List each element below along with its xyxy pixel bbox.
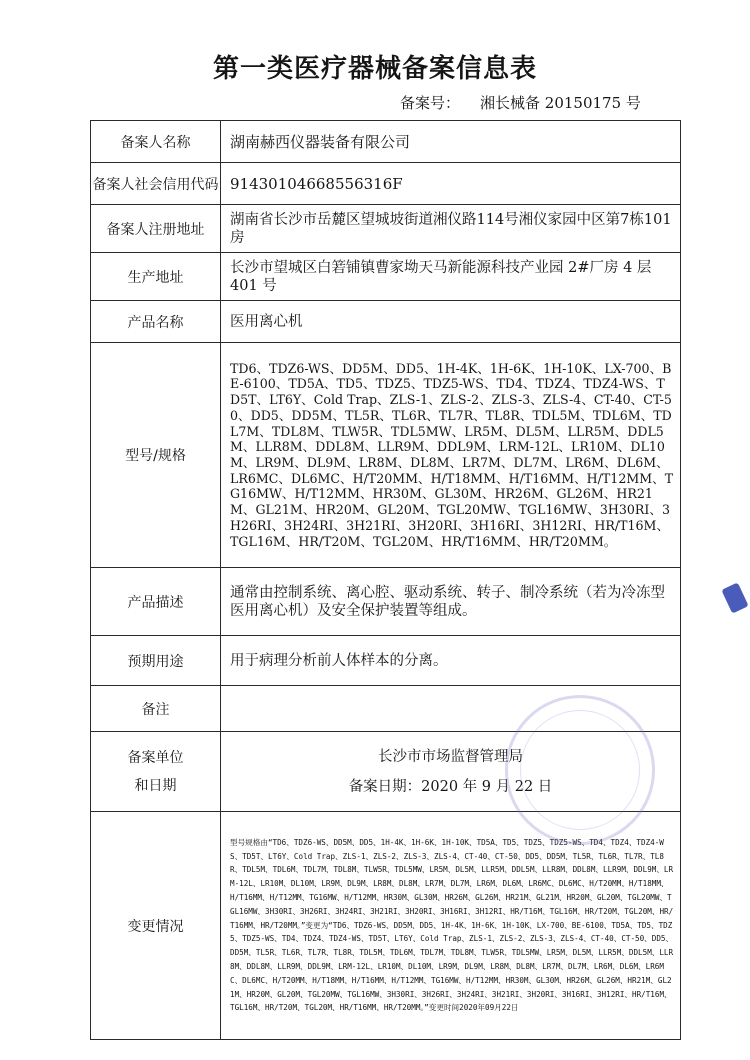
record-number-label: 备案号： bbox=[400, 94, 461, 112]
table-row bbox=[91, 121, 681, 163]
filing-date: 备案日期：2020 年 9 月 22 日 bbox=[348, 778, 553, 795]
remarks-label: 备注 bbox=[91, 686, 221, 732]
table-row bbox=[91, 686, 681, 732]
registered-address-value: 湖南省长沙市岳麓区望城坡街道湘仪路114号湘仪家园中区第7栋101房 bbox=[221, 205, 681, 253]
record-number-value: 湘长械备 20150175 号 bbox=[480, 94, 641, 112]
table-row bbox=[91, 732, 681, 812]
changes-value: 型号规格由“TD6、TDZ6-WS、DD5M、DD5、1H-4K、1H-6K、1H-10K、TD5A、TD5、TDZ5、TDZ5-WS、TD4、TDZ4、TDZ4-WS、TD5T、LT6Y、Cold Trap、ZLS-1、ZLS-2、ZLS-3、ZLS-4、CT-40、CT-50、DD5、DD5M、TL5R、TL6R、TL7R、TL8R、TDL5M、TDL6M、TDL7M、TDL8M、TLW5R、TDL5MW、LR5M、DL5M、LLR5M、DDL5M、LLR8M、DDL8M、LLR9M、DDL9M、LRM-12L、LR10M、DL10M、LR9M、DL9M、LR8M、DL8M、LR7M、DL7M、LR6M、DL6M、LR6MC、DL6MC、H/T20MM、H/T18MM、H/T16MM、H/T12MM、TG16MW、H/T12MM、HR30M、GL30M、HR26M、GL26M、HR21M、GL21M、HR20M、GL20M、TGL20MW、TGL16MW、3H30RI、3H26RI、3H24RI、3H21RI、3H20RI、3H16RI、3H12RI、HR/T16M、TGL16M、HR/T20M、TGL20M、HR/T16MM、HR/T20MM。”变更为“TD6、TDZ6-WS、DD5M、DD5、1H-4K、1H-6K、1H-10K、LX-700、BE-6100、TD5A、TD5、TDZ5、TDZ5-WS、TD4、TDZ4、TDZ4-WS、TD5T、LT6Y、Cold Trap、ZLS-1、ZLS-2、ZLS-3、ZLS-4、CT-40、CT-50、DD5、DD5M、TL5R、TL6R、TL7R、TL8R、TDL5M、TDL6M、TDL7M、TDL8M、TLW5R、TDL5MW、LR5M、DL5M、LLR5M、DDL5M、LLR8M、DDL8M、LLR9M、DDL9M、LRM-12L、LR10M、DL10M、LR9M、DL9M、LR8M、DL8M、LR7M、DL7M、LR6M、DL6M、LR6MC、DL6MC、H/T20MM、H/T18MM、H/T16MM、H/T12MM、TG16MW、H/T12MM、HR30M、GL30M、HR26M、GL26M、HR21M、GL21M、HR20M、GL20M、TGL20MW、TGL16MW、3H30RI、3H26RI、3H24RI、3H21RI、3H20RI、3H16RI、3H12RI、HR/T16M、TGL16M、HR/T20M、TGL20M、HR/T16MM、HR/T20MM。”变更时间2020年09月22日 bbox=[221, 812, 681, 1040]
filing-authority: 长沙市市场监督管理局 bbox=[378, 748, 523, 765]
description-value: 通常由控制系统、离心腔、驱动系统、转子、制冷系统（若为冷冻型医用离心机）及安全保护装置等组成。 bbox=[221, 568, 681, 636]
filing-unit-label bbox=[91, 732, 221, 812]
table-row bbox=[91, 812, 681, 1040]
credit-code-label: 备案人社会信用代码 bbox=[91, 163, 221, 205]
registered-address-label: 备案人注册地址 bbox=[91, 205, 221, 253]
form-title: 第一类医疗器械备案信息表 bbox=[212, 54, 537, 84]
applicant-name-value: 湖南赫西仪器装备有限公司 bbox=[221, 121, 681, 163]
binder-clip-mark bbox=[721, 582, 748, 613]
models-label: 型号/规格 bbox=[91, 343, 221, 568]
intended-use-value: 用于病理分析前人体样本的分离。 bbox=[221, 636, 681, 686]
credit-code-value: 91430104668556316F bbox=[221, 163, 681, 205]
product-name-label: 产品名称 bbox=[91, 301, 221, 343]
table-row bbox=[91, 301, 681, 343]
applicant-name-label: 备案人名称 bbox=[91, 121, 221, 163]
table-row bbox=[91, 163, 681, 205]
changes-label: 变更情况 bbox=[91, 812, 221, 1040]
table-row bbox=[91, 568, 681, 636]
production-address-value: 长沙市望城区白箬铺镇曹家坳天马新能源科技产业园 2#厂房 4 层 401 号 bbox=[221, 253, 681, 301]
table-row bbox=[91, 343, 681, 568]
product-name-value: 医用离心机 bbox=[221, 301, 681, 343]
table-row bbox=[91, 253, 681, 301]
record-number bbox=[400, 92, 641, 113]
table-row bbox=[91, 636, 681, 686]
remarks-value bbox=[221, 686, 681, 732]
intended-use-label: 预期用途 bbox=[91, 636, 221, 686]
filing-unit-value bbox=[221, 732, 681, 812]
description-label: 产品描述 bbox=[91, 568, 221, 636]
production-address-label: 生产地址 bbox=[91, 253, 221, 301]
filing-unit-label-line2: 和日期 bbox=[134, 777, 177, 794]
models-value: TD6、TDZ6-WS、DD5M、DD5、1H-4K、1H-6K、1H-10K、LX-700、BE-6100、TD5A、TD5、TDZ5、TDZ5-WS、TD4、TDZ4、TDZ4-WS、TD5T、LT6Y、Cold Trap、ZLS-1、ZLS-2、ZLS-3、ZLS-4、CT-40、CT-50、DD5、DD5M、TL5R、TL6R、TL7R、TL8R、TDL5M、TDL6M、TDL7M、TDL8M、TLW5R、TDL5MW、LR5M、DL5M、LLR5M、DDL5M、LLR8M、DDL8M、LLR9M、DDL9M、LRM-12L、LR10M、DL10M、LR9M、DL9M、LR8M、DL8M、LR7M、DL7M、LR6M、DL6M、LR6MC、DL6MC、H/T20MM、H/T18MM、H/T16MM、H/T12MM、TG16MW、H/T12MM、HR30M、GL30M、HR26M、GL26M、HR21M、GL21M、HR20M、GL20M、TGL20MW、TGL16MW、3H30RI、3H26RI、3H24RI、3H21RI、3H20RI、3H16RI、3H12RI、HR/T16M、TGL16M、HR/T20M、TGL20M、HR/T16MM、HR/T20MM。 bbox=[221, 343, 681, 568]
registration-table bbox=[90, 120, 681, 1040]
filing-unit-label-line1: 备案单位 bbox=[127, 749, 184, 766]
table-row bbox=[91, 205, 681, 253]
